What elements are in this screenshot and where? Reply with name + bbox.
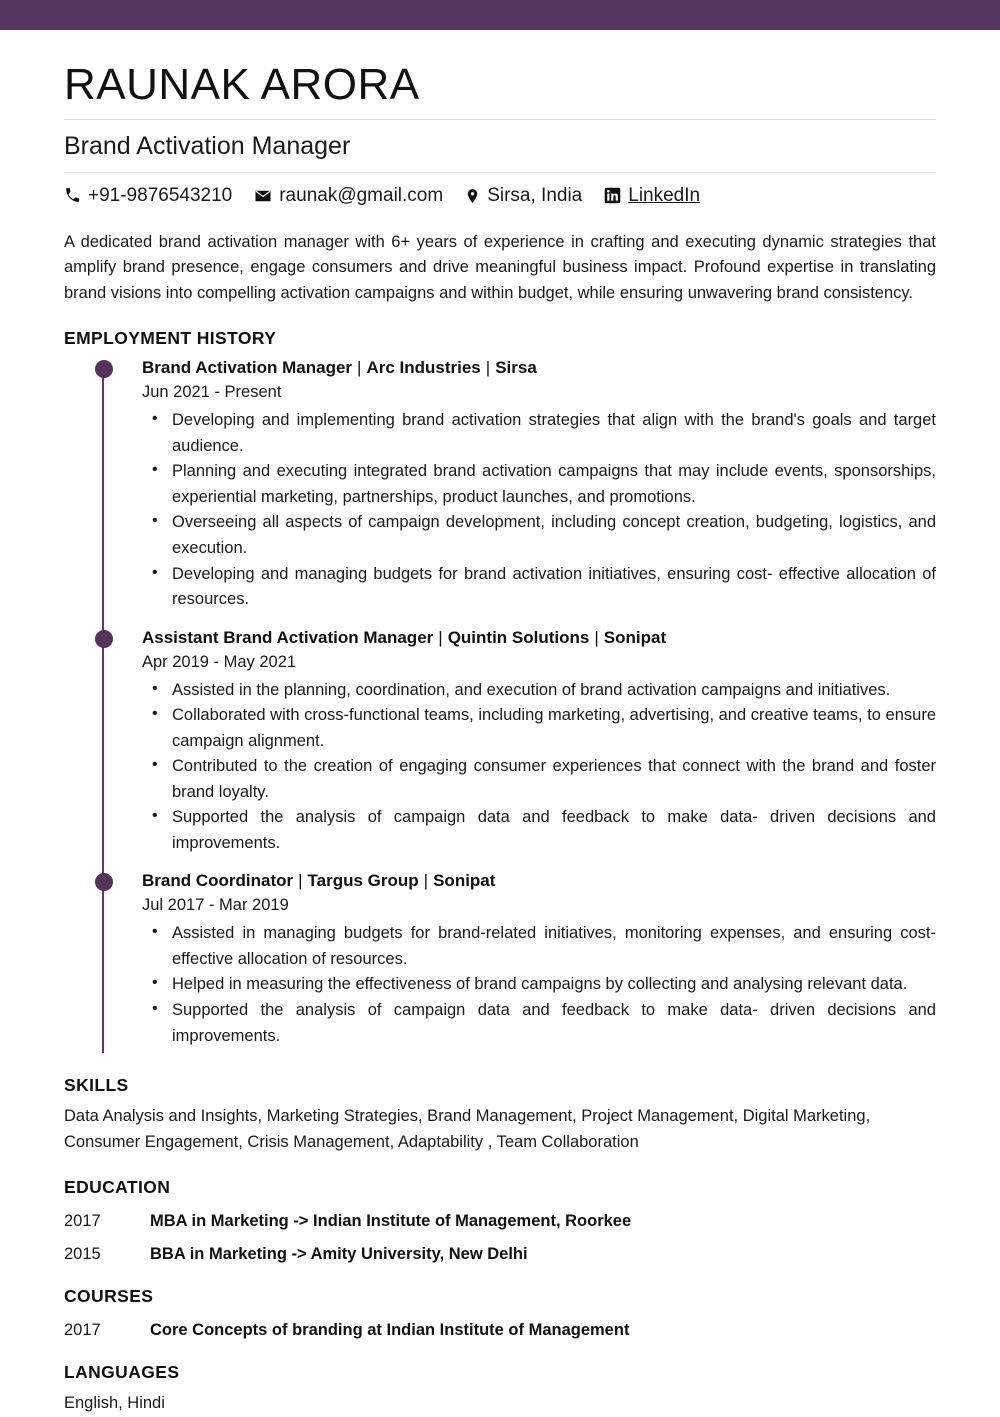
employment-job-title: Brand Activation Manager [142, 358, 353, 378]
employment-bullets [142, 678, 936, 857]
title-separator: | [357, 358, 362, 378]
phone-icon [64, 187, 81, 204]
languages-text: English, Hindi [64, 1394, 165, 1413]
timeline-line [102, 371, 104, 1053]
title-separator: | [298, 871, 303, 891]
list-item: • Developing and managing budgets for brand activation initiatives, ensuring cost- effective allocation of resources. [142, 562, 936, 613]
education-year: 2017 [64, 1212, 101, 1231]
employment-job-title: Assistant Brand Activation Manager [142, 627, 434, 647]
contact-row [64, 173, 936, 213]
contact-linkedin-link[interactable]: LinkedIn [628, 184, 701, 206]
envelope-icon [254, 187, 272, 205]
section-heading-languages: LANGUAGES [64, 1362, 180, 1383]
title-separator: | [438, 627, 443, 647]
page-title: RAUNAK ARORA [64, 60, 420, 109]
list-item: • Assisted in the planning, coordination, and execution of brand activation campaigns and initiatives. [142, 678, 936, 704]
education-row [64, 1212, 936, 1231]
education-year: 2015 [64, 1245, 101, 1264]
header-accent-bar [0, 0, 1000, 30]
employment-company: Quintin Solutions [447, 627, 590, 647]
title-separator: | [423, 871, 429, 891]
map-pin-icon [465, 187, 480, 205]
contact-location [465, 185, 582, 207]
list-item: • Overseeing all aspects of campaign development, including concept creation, budgeting, logistics, and execution. [142, 510, 936, 561]
employment-timeline [64, 357, 936, 1053]
employment-date: Jul 2017 - Mar 2019 [142, 896, 289, 915]
contact-location-text: Sirsa, India [487, 184, 583, 206]
skills-text: Data Analysis and Insights, Marketing Strategies, Brand Management, Project Management, Digital Marketing, Consumer Engagement, Crisis Management, Adaptability , Team Collaboration [64, 1107, 871, 1151]
section-heading-education: EDUCATION [64, 1177, 171, 1198]
title-separator: | [594, 627, 599, 647]
list-item: • Assisted in managing budgets for brand-related initiatives, monitoring expenses, and ensuring cost-effective allocation of resources. [142, 921, 936, 972]
employment-company: Targus Group [307, 871, 419, 891]
list-item: • Developing and implementing brand activation strategies that align with the brand's goals and target audience. [142, 408, 936, 459]
contact-phone-text: +91-9876543210 [88, 184, 233, 206]
employment-date: Jun 2021 - Present [142, 383, 282, 402]
course-row [64, 1321, 936, 1340]
linkedin-icon [604, 187, 621, 204]
contact-email [254, 185, 443, 207]
section-heading-skills: SKILLS [64, 1075, 129, 1096]
employment-entry [142, 357, 936, 616]
entry-spacer [142, 860, 936, 870]
header-job-title: Brand Activation Manager [64, 131, 351, 160]
list-item: • Supported the analysis of campaign data and feedback to make data- driven decisions and improvements. [142, 998, 936, 1049]
list-item: • Supported the analysis of campaign data and feedback to make data- driven decisions and improvements. [142, 805, 936, 856]
list-item: • Helped in measuring the effectiveness of brand campaigns by collecting and analysing relevant data. [142, 972, 936, 998]
title-separator: | [485, 358, 491, 378]
resume-page [0, 30, 1000, 1417]
timeline-dot [95, 630, 113, 648]
employment-job-title: Brand Coordinator [142, 871, 294, 891]
list-item: • Planning and executing integrated brand activation campaigns that may include events, sponsorships, experiential marketing, partnerships, product launches, and promotions. [142, 459, 936, 510]
timeline-dot [95, 873, 113, 891]
list-item: • Collaborated with cross-functional teams, including marketing, advertising, and creative teams, to ensure campaign alignment. [142, 703, 936, 754]
profile-summary: A dedicated brand activation manager with 6+ years of experience in crafting and executing dynamic strategies that amplify brand presence, engage consumers and drive meaningful business impact. Profound expertise in translating brand visions into compelling activation campaigns and within budget, while ensuring unwavering brand consistency. [64, 232, 936, 302]
employment-title-line [142, 357, 936, 380]
timeline-dot [95, 360, 113, 378]
contact-email-text: raunak@gmail.com [279, 184, 444, 206]
employment-title-line [142, 870, 936, 893]
list-item: • Contributed to the creation of engaging consumer experiences that connect with the brand and foster brand loyalty. [142, 754, 936, 805]
employment-bullets [142, 408, 936, 613]
section-heading-courses: COURSES [64, 1286, 154, 1307]
employment-entry [142, 627, 936, 861]
employment-date: Apr 2019 - May 2021 [142, 652, 297, 671]
contact-phone [64, 185, 232, 207]
section-heading-employment: EMPLOYMENT HISTORY [64, 328, 277, 349]
employment-place: Sonipat [603, 627, 667, 647]
employment-title-line [142, 627, 936, 650]
employment-bullets [142, 921, 936, 1049]
employment-place: Sirsa [495, 358, 537, 378]
education-row [64, 1245, 936, 1264]
education-detail: MBA in Marketing -> Indian Institute of Management, Roorkee [150, 1212, 632, 1231]
employment-company: Arc Industries [366, 358, 481, 378]
education-detail: BBA in Marketing -> Amity University, New Delhi [150, 1245, 528, 1264]
contact-linkedin[interactable] [604, 185, 700, 207]
course-year: 2017 [64, 1321, 101, 1340]
employment-place: Sonipat [433, 871, 496, 891]
entry-spacer [142, 617, 936, 627]
course-detail: Core Concepts of branding at Indian Institute of Management [150, 1321, 630, 1340]
employment-entry [142, 870, 936, 1053]
